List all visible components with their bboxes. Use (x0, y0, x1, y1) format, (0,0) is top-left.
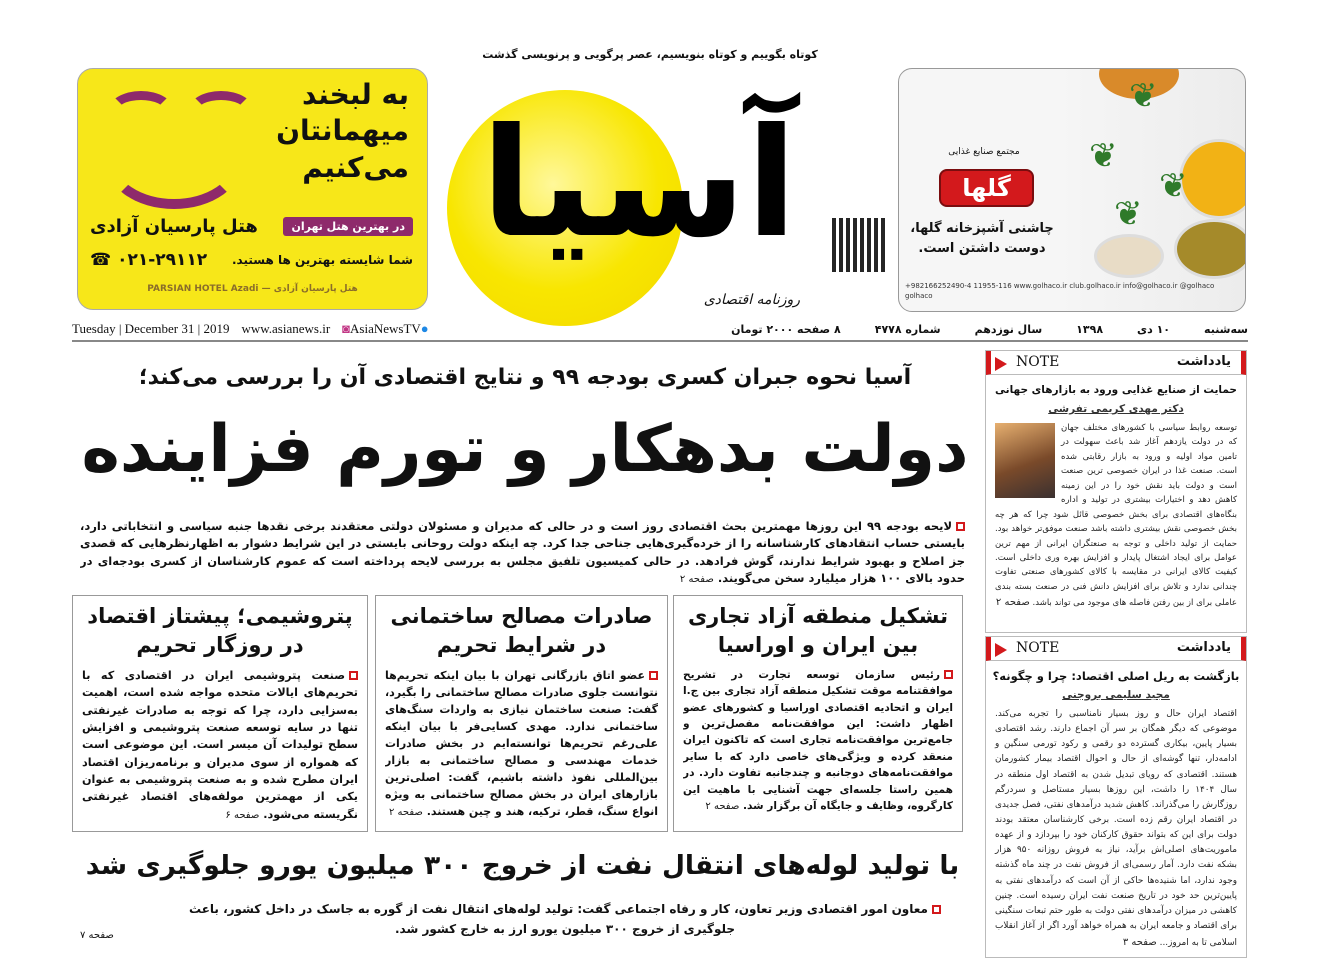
page-reference[interactable]: صفحه ۳ (1122, 937, 1157, 949)
spice-bowl-image (1179, 139, 1246, 219)
bottom-headline[interactable]: با تولید لوله‌های انتقال نفت از خروج ۳۰۰ میلیون یورو جلوگیری شد (85, 850, 960, 881)
play-triangle-icon (995, 643, 1007, 657)
note-header (986, 351, 1246, 375)
year-fa: ۱۳۹۸ (1076, 322, 1104, 336)
weekday: سه‌شنبه (1204, 322, 1248, 336)
website-link[interactable]: www.asianews.ir (241, 321, 331, 336)
story-body: عضو اتاق بازرگانی تهران با بیان اینکه تحریم‌ها نتوانست جلوی صادرات مصالح ساختمانی را بگیرد، گفت: صنعت ساختمان نیازی به واردات سنگ‌های ساختمانی ندارد. مهدی کسایی‌فر با بیان اینکه علی‌رغم تحریم‌ها توانسته‌ایم در بخش صادرات خدمات مهندسی و مصالح ساختمانی به بازار بین‌المللی نفوذ داشته باشیم، گفت: اصلی‌ترین بازارهای ایران در بخش مصالح ساختمانی به ویژه انواع سنگ، قطر، ترکیه، هند و چین هستند. (385, 668, 658, 819)
logo-subtitle: روزنامه اقتصادی (703, 292, 800, 308)
ad-best-text: شما شایسته بهترین ها هستید. (231, 253, 413, 267)
parsley-leaf-icon: ❦ (1114, 194, 1143, 234)
verified-icon: ● (420, 321, 429, 336)
note-column[interactable] (985, 636, 1247, 958)
note-label: یادداشت (1176, 640, 1231, 655)
volume: سال نوزدهم (974, 322, 1043, 336)
page-reference[interactable]: صفحه ۲ (995, 597, 1030, 609)
story-body: صنعت پتروشیمی ایران در اقتصادی که با تحریم‌های ایالات متحده مواجه شده است، اهمیت به‌سزایی دارد، چرا که توجه به صادرات غیرنفتی تنها در سایه توسعه صنعت پتروشیمی و افزایش سطح تولیدات آن میسر است. این موضوعی است که همواره از سوی مدیران و برنامه‌ریزان اقتصاد ایران مطرح شده و به صنعت پتروشیمی به عنوان یکی از مهمترین مولفه‌های اقتصاد غیرنفتی نگریسته می‌شود. (82, 668, 358, 821)
note-column[interactable] (985, 350, 1247, 633)
author-photo (995, 423, 1055, 498)
story-box[interactable] (673, 595, 963, 832)
hotel-advertisement[interactable] (77, 68, 428, 310)
phone-icon: ☎ (90, 250, 118, 270)
bullet-icon (649, 671, 658, 680)
note-author: دکتر مهدی کریمی تفرشی (1048, 403, 1184, 415)
date-en: Tuesday | December 31 | 2019 (72, 321, 230, 336)
main-headline[interactable]: دولت بدهکار و تورم فزاینده (81, 412, 969, 487)
phone-number: ۰۲۱-۲۹۱۱۲ (117, 250, 208, 270)
smile-icon (104, 109, 244, 209)
info-bar (72, 318, 1248, 342)
note-title: حمایت از صنایع غذایی ورود به بازارهای جهانی (995, 384, 1237, 396)
ad-row-contact (90, 247, 413, 273)
parsley-leaf-icon: ❦ (1089, 136, 1118, 176)
note-label: یادداشت (1176, 354, 1231, 369)
play-triangle-icon (995, 357, 1007, 371)
instagram-icon: ◙ (342, 321, 351, 336)
lead-text: لایحه بودجه ۹۹ این روزها مهمترین بحث اقتصادی روز است و در حالی که مدیران و مسئولان دولتی معتقدند برخی نقدها جنبه سیاسی و انتخاباتی دارد، بایستی حساب انتقادهای کارشناسانه را از خرده‌گیری‌هایی جناحی جدا کرد. چه اینکه دولت روحانی بایستی در این شرایط دشوار به اظهارنظرهایی که قصدی جز اصلاح و بهبود شرایط ندارند، گوش فرادهد. در حالی کمیسیون تلفیق مجلس به بررسی لایحه پرداخته است که عموم کارشناسان از کسری بودجه‌ای در حدود بالای ۱۰۰ هزار میلیارد سخن می‌گویند. (80, 519, 965, 585)
note-author: مجید سلیمی بروجنی (1062, 689, 1170, 701)
spice-bowl-image (1094, 234, 1164, 278)
golha-advertisement[interactable] (898, 68, 1246, 312)
newspaper-logo: آسیا (480, 97, 798, 271)
ad-hotel-name: هتل پارسیان آزادی (90, 215, 258, 237)
masthead-tagline: کوتاه بگوییم و کوتاه بنویسیم، عصر پرگویی و پرنویسی گذشت (482, 48, 818, 61)
ad-row-hotel (90, 213, 413, 239)
qr-code-icon[interactable] (832, 218, 886, 272)
info-bar-persian (731, 323, 1248, 336)
page-reference[interactable]: صفحه ۲ (679, 573, 714, 585)
main-kicker: آسیا نحوه جبران کسری بودجه ۹۹ و نتایج اقتصادی آن را بررسی می‌کند؛ (138, 365, 912, 390)
bullet-icon (932, 905, 941, 914)
parsley-leaf-icon: ❦ (1159, 166, 1188, 206)
pages-price: ۸ صفحه ۲۰۰۰ تومان (731, 322, 841, 336)
ad-pill: در بهترین هتل تهران (283, 217, 413, 236)
story-title: پتروشیمی؛ پیشتاز اقتصاد در روزگار تحریم (87, 604, 353, 658)
page-reference[interactable]: صفحه ۶ (225, 809, 260, 821)
ad-brand-logo: PARSIAN HOTEL Azadi — هتل پارسیان آزادی (147, 284, 358, 294)
note-label-en: NOTE (1016, 354, 1060, 370)
story-title: صادرات مصالح ساختمانی در شرایط تحریم (390, 604, 653, 658)
story-title: تشکیل منطقه آزاد تجاری بین ایران و اوراسیا (687, 604, 949, 658)
golha-contact: +982166252490-4 11955-116 www.golhaco.ir club.golhaco.ir info@golhaco.ir @golhaco golhaco (905, 282, 1215, 300)
main-lead (80, 518, 965, 588)
note-label-en: NOTE (1016, 640, 1060, 656)
bottom-lead (170, 900, 960, 950)
bullet-icon (944, 670, 953, 679)
note-body: اقتصاد ایران حال و روز بسیار نامناسبی را تجربه می‌کند. موضوعی که دیگر همگان بر سر آن اجماع دارند. رشد اقتصادی بسیار پایین، بیکاری گسترده دو رقمی و رکود تورمی سنگین و ادامه‌دار، تنها گوشه‌ای از حال و احوال اقتصاد بیمار کشورمان هستند. اقتصادی که رویای تبدیل شدن به اقتصاد اول منطقه در سال ۱۴۰۴ را داشت، این روزها بسیار مستاصل و سردرگم روزگارش را می‌گذراند. کاهش شدید درآمدهای نفتی، فصل جدیدی در اقتصاد ایران رقم زده است. برخی کارشناسان معتقد بودند دولت برای این که بتواند حقوق کارکنان خود را بپردازد و از عهده ماموریت‌های اصلی‌اش برآید، نیاز به فروش روزانه ۹۵۰ هزار بشکه نفت دارد. آمار رسمی‌ای از فروش نفت در چند ماه گذشته وجود ندارد، اما شنیده‌ها حاکی از آن است که درآمدهای نفتی به پایین‌ترین حد خود در تاریخ صنعت نفت ایران رسیده است. چنین کاهشی در میزان درآمدهای نفتی دولت به طور حتم تبعات سنگینی برای اقتصاد و جامعه ایران به همراه خواهد آورد اگر از آغاز انقلاب اسلامی تا به امروز... (995, 709, 1237, 949)
page-reference[interactable]: صفحه ۲ (705, 801, 740, 813)
page-reference[interactable]: صفحه ۲ (388, 807, 423, 819)
note-title: بازگشت به ریل اصلی اقتصاد: چرا و چگونه؟ (992, 669, 1240, 683)
social-handle: AsiaNewsTV (350, 321, 421, 336)
lead-text: معاون امور اقتصادی وزیر تعاون، کار و رفاه اجتماعی گفت: تولید لوله‌های انتقال نفت از گوره به جاسک در داخل کشور، باعث جلوگیری از خروج ۳۰۰ میلیون یورو ارز به خارج کشور شد. (189, 902, 928, 936)
instagram-handle[interactable] (342, 321, 428, 337)
bullet-icon (349, 671, 358, 680)
ad-slogan: به لبخند میهمانتان می‌کنیم (276, 78, 409, 184)
story-box[interactable] (72, 595, 368, 832)
parsley-leaf-icon: ❦ (1129, 76, 1158, 116)
page-reference[interactable]: صفحه ۷ (80, 930, 114, 941)
golha-slogan: چاشنی آشپزخانه گلها، دوست داشتن است. (910, 221, 1054, 256)
bullet-icon (956, 522, 965, 531)
note-header (986, 637, 1246, 661)
golha-subtitle: مجتمع صنایع غذایی (948, 147, 1020, 157)
date-fa: ۱۰ دی (1137, 322, 1171, 336)
ad-phone (90, 250, 207, 270)
story-box[interactable] (375, 595, 668, 832)
spice-bowl-image (1174, 219, 1246, 279)
story-body: رئیس سازمان توسعه تجارت در تشریح موافقتنامه موقت تشکیل منطقه آزاد تجاری بین ج.ا ایران و اتحادیه اقتصادی اوراسیا و کشورهای عضو اظهار داشت: این موافقت‌نامه مفصل‌ترین و جامع‌ترین موافقت‌نامه تجاری است که تاکنون ایران منعقد کرده و ویژگی‌های خاصی دارد که با سایر موافقت‌نامه‌های دوجانبه و چندجانبه تفاوت دارد. در همین راستا جلسه‌ای جهت آشنایی با ماهیت این کارگروه، وظایف و جایگاه آن برگزار شد. (683, 668, 953, 813)
info-bar-english (72, 321, 429, 337)
golha-logo: گلها (939, 169, 1034, 207)
issue-number: شماره ۴۷۷۸ (874, 322, 941, 336)
note-body: توسعه روابط سیاسی با کشورهای مختلف جهان که در دولت یازدهم آغاز شد باعث سهولت در تامین مواد اولیه و ورود به بازار رقابتی شده است. صنعت غذا در ایران خصوصی ترین صنعت است و دولت باید نقش خود را در این زمینه کاهش دهد و اختیارات بیشتری در تولید و اداره بنگاه‌های اقتصادی برای بخش خصوصی قائل شود چرا که هر چه بخش خصوصی نقش بیشتری داشته باشد صنعت موفق‌تر خواهد بود. حمایت از تولید داخلی و توجه به صنعتگران ایرانی از مهم ترین عوامل برای ایجاد اشتغال پایدار و افزایش بهره وری داخلی است. کیفیت کالای ایرانی در مقایسه با کالای کشورهای صنعتی تفاوت چندانی ندارد و تلاش برای افزایش دانش فنی در صنعت بسته بندی عاملی برای از بین رفتن فاصله های موجود می تواند باشد. (995, 423, 1237, 609)
